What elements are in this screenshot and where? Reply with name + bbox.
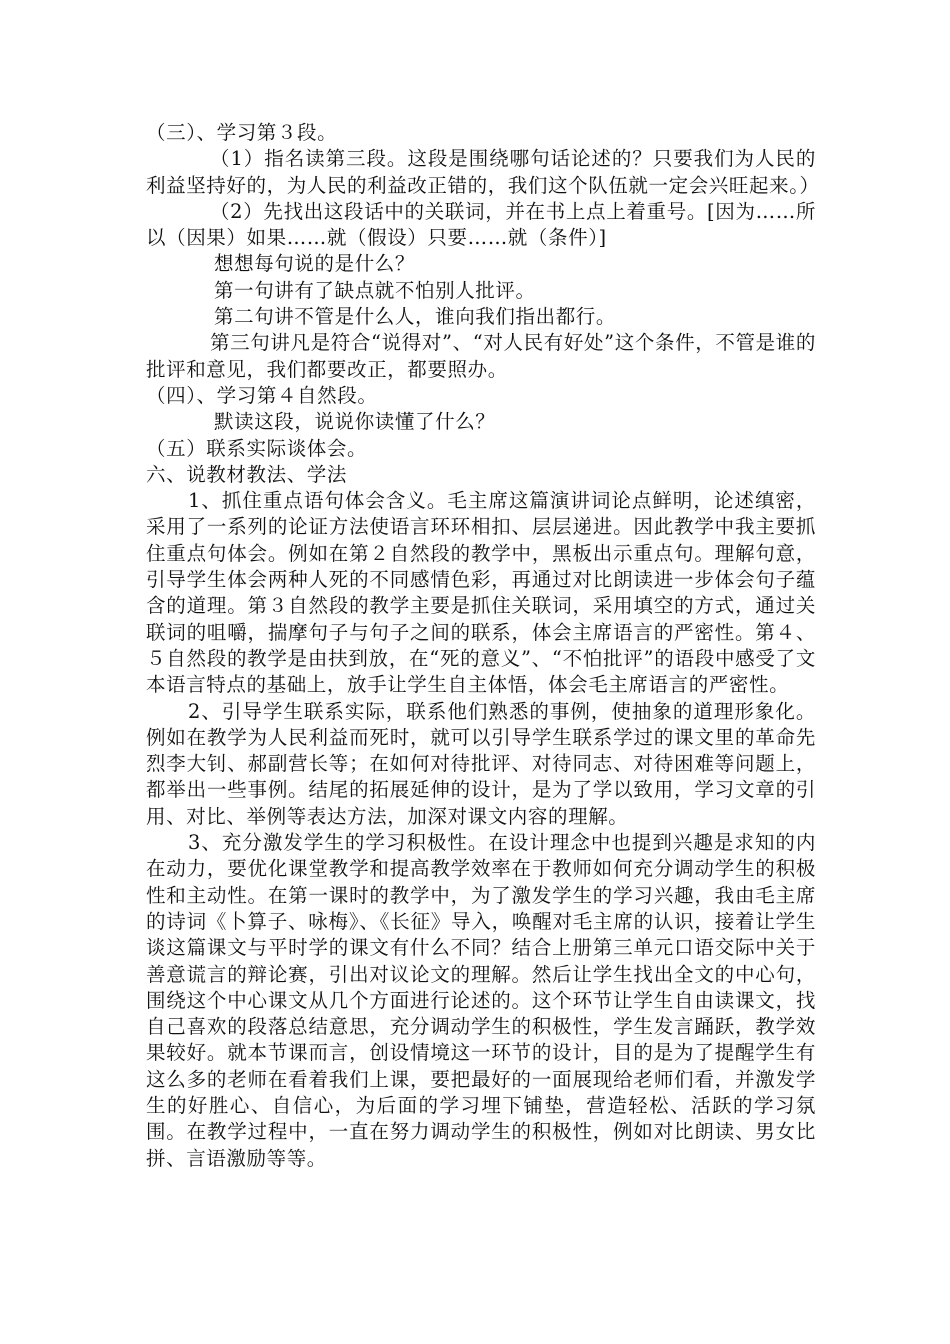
paragraph-sentence-1: 第一句讲有了缺点就不怕别人批评。 [214,278,536,302]
paragraph-sentence-2: 第二句讲不管是什么人，谁向我们指出都行。 [214,305,617,329]
heading-part-6: 六、说教材教法、学法 [146,462,348,486]
document-body [146,120,820,1172]
paragraph-sentence-3: 第三句讲凡是符合“说得对”、“对人民有好处”这个条件，不管是谁的批评和意见，我们都要改正，都要照办。 [146,331,816,381]
paragraph-step-1: （1）指名读第三段。这段是围绕哪句话论述的？只要我们为人民的利益坚持好的，为人民的利益改正错的，我们这个队伍就一定会兴旺起来。） [146,147,820,197]
paragraph-method-3: 3、充分激发学生的学习积极性。在设计理念中也提到兴趣是求知的内在动力，要优化课堂教学和提高教学效率在于教师如何充分调动学生的积极性和主动性。在第一课时的教学中，为了激发学生的学习兴趣，我由毛主席的诗词《卜算子、咏梅》、《长征》导入，唤醒对毛主席的认识，接着让学生谈这篇课文与平时学的课文有什么不同？结合上册第三单元口语交际中关于善意谎言的辩论赛，引出对议论文的理解。然后让学生找出全文的中心句，围绕这个中心课文从几个方面进行论述的。这个环节让学生自由读课文，找自己喜欢的段落总结意思，充分调动学生的积极性，学生发言踊跃，教学效果较好。就本节课而言，创设情境这一环节的设计，目的是为了提醒学生有这么多的老师在看着我们上课，要把最好的一面展现给老师们看，并激发学生的好胜心、自信心，为后面的学习埋下铺垫，营造轻松、活跃的学习氛围。在教学过程中，一直在努力调动学生的积极性，例如对比朗读、男女比拼、言语激励等等。 [146,831,816,1170]
heading-section-5: （五）联系实际谈体会。 [146,436,368,460]
paragraph-silent-reading: 默读这段，说说你读懂了什么？ [214,410,496,434]
paragraph-method-1: 1、抓住重点语句体会含义。毛主席这篇演讲词论点鲜明，论述缜密，采用了一系列的论证方法使语言环环相扣、层层递进。因此教学中我主要抓住重点句体会。例如在第２自然段的教学中，黑板出示重点句。理解句意，引导学生体会两种人死的不同感情色彩，再通过对比朗读进一步体会句子蕴含的道理。第３自然段的教学主要是抓住关联词，采用填空的方式，通过关联词的咀嚼，揣摩句子与句子之间的联系，体会主席语言的严密性。第４、５自然段的教学是由扶到放，在“死的意义”、“不怕批评”的语段中感受了文本语言特点的基础上，放手让学生自主体悟，体会毛主席语言的严密性。 [146,489,816,697]
heading-section-4: （四）、学习第４自然段。 [146,383,378,407]
heading-section-3: （三）、学习第３段。 [146,121,338,144]
paragraph-method-2: 2、引导学生联系实际，联系他们熟悉的事例，使抽象的道理形象化。例如在教学为人民利益而死时，就可以引导学生联系学过的课文里的革命先烈李大钊、郝副营长等；在如何对待批评、对待同志、对待困难等问题上，都举出一些事例。结尾的拓展延伸的设计，是为了学以致用，学习文章的引用、对比、举例等表达方法，加深对课文内容的理解。 [146,699,816,828]
paragraph-step-2: （2）先找出这段话中的关联词，并在书上点上着重号。[因为……所以（因果）如果……就（假设）只要……就（条件）] [146,199,816,250]
paragraph-question: 想想每句说的是什么？ [214,252,416,276]
